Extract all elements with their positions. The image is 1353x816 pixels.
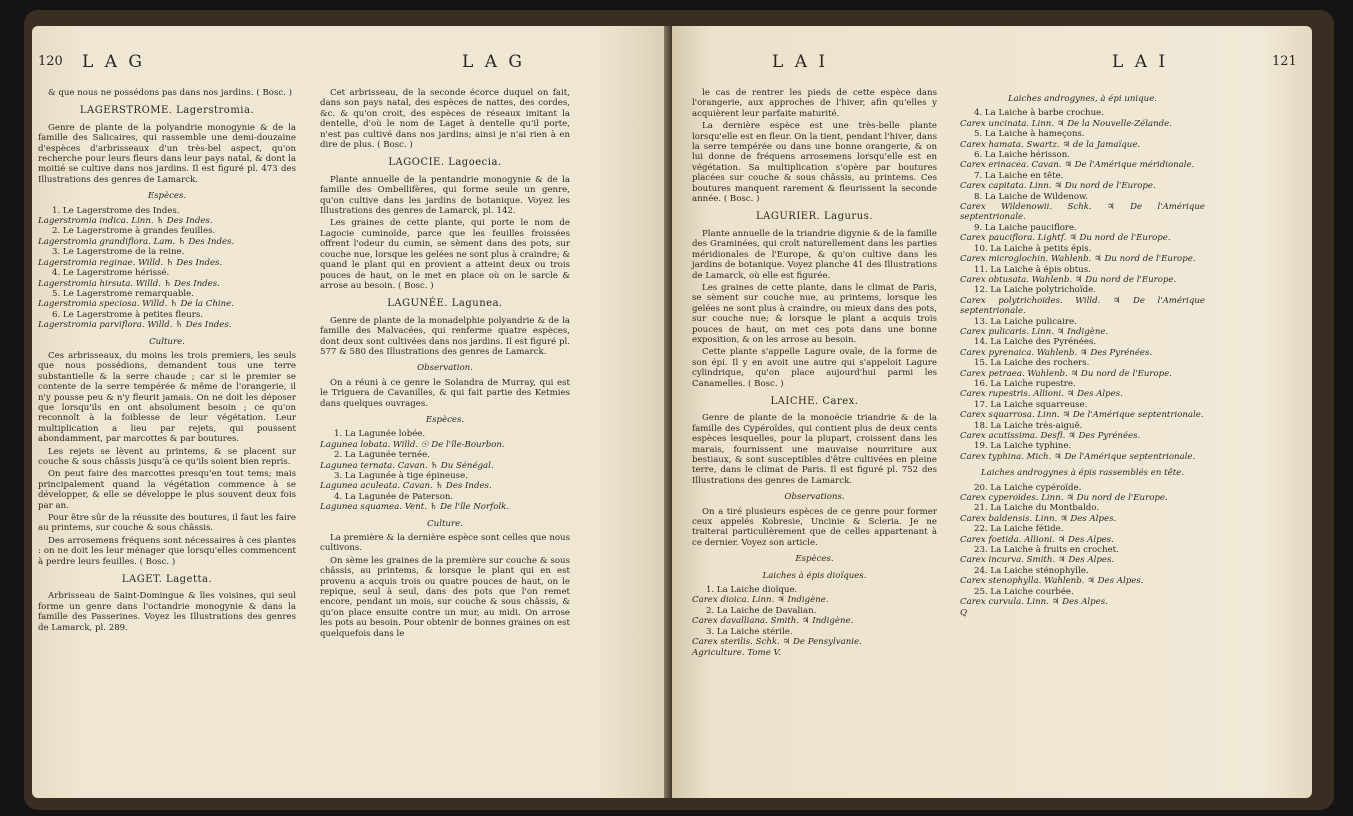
- latin-name: Carex sterilis. Schk. ♃ De Pensylvanie.: [692, 637, 862, 648]
- section-heading: Espèces.: [425, 414, 465, 425]
- latin-name: Carex obtusata. Wahlenb. ♃ Du nord de l'Europe.: [960, 274, 1177, 285]
- species-name: 19. La Laiche typhine.: [974, 441, 1072, 452]
- paragraph: Les graines de cette plante, dans le climat de Paris, se sèment sur couche nue, au printems, lorsque les gelées ne sont plus à craindre, ou mieux dans des pots, sur couche nue; & lorsque le plant a acquis trois pouces de haut, on met ces pots dans une bonne exposition, & on les arrose au besoin.: [692, 282, 937, 345]
- paragraph: Pour être sûr de la réussite des boutures, il faut les faire au printems, sur couche & sous châssis.: [38, 513, 296, 534]
- species-name: 17. La Laiche squarreuse.: [974, 399, 1088, 410]
- latin-name: Carex microglochin. Wahlenb. ♃ Du nord de l'Europe.: [960, 254, 1196, 265]
- species-name: 1. La Lagunée lobée.: [334, 429, 426, 440]
- paragraph: La dernière espèce est une très-belle plante lorsqu'elle est en fleur. On la tient, pendant l'hiver, dans la serre tempérée ou dans une bonne orangerie, & on lui donne de fréquens arrosemens lorsqu'elle est en végétation. Sa multiplication s'opère par boutures placées sur couche & sous châssis, au printems. Ces boutures manquent rarement & fleurissent la seconde année. ( Bosc. ): [692, 121, 937, 205]
- paragraph: Cette plante s'appelle Lagure ovale, de la forme de son épi. Il y en avoit une autre qui s'appeloit Lagure cylindrique, qu'on place aujourd'hui parmi les Canamelles. ( Bosc. ): [692, 347, 937, 389]
- entry-heading: LAGERSTROME. Lagerstromia.: [79, 105, 255, 117]
- paragraph: Les graines de cette plante, qui porte le nom de Lagocie cuminoïde, parce que les feuilles froissées offrent l'odeur du cumin, se sèment dans des pots, sur couche nue, lorsque les gelées ne sont plus à craindre; & quand le plant qui en provient a atteint deux ou trois pouces de haut, on le met en place où on le sarcle & arrose au besoin. ( Bosc. ): [320, 218, 570, 291]
- species-name: 3. La Lagunée à tige épineuse.: [334, 471, 468, 481]
- latin-name: Carex curvula. Linn. ♃ Des Alpes.: [960, 597, 1108, 608]
- paragraph: On peut faire des marcottes presqu'en tout tems; mais principalement quand la végétation commence à se développer, & elle se développe le plus souvent deux fois par an.: [38, 469, 296, 511]
- species-name: 9. La Laiche pauciflore.: [974, 222, 1077, 233]
- species-name: 3. La Laiche stérile.: [706, 626, 793, 637]
- section-heading: Culture.: [149, 336, 185, 347]
- paragraph: & que nous ne possédons pas dans nos jardins. ( Bosc. ): [48, 88, 292, 98]
- species-name: 6. La Laiche hérisson.: [974, 150, 1070, 161]
- latin-name: Carex cyperoides. Linn. ♃ Du nord de l'Europe.: [960, 493, 1168, 504]
- entry-heading: LAICHE. Carex.: [770, 395, 859, 407]
- species-name: 4. La Lagunée de Paterson.: [334, 491, 454, 502]
- species-name: 21. La Laiche du Montbaldo.: [974, 503, 1100, 514]
- species-name: 5. La Laiche à hameçons.: [974, 129, 1085, 140]
- entry-heading: LAGURIER. Lagurus.: [756, 211, 873, 223]
- section-heading: Laiches androgynes, à épi unique.: [1007, 94, 1158, 104]
- entry-heading: LAGET. Lagetta.: [121, 574, 213, 586]
- species-name: 12. La Laiche polytrichoïde.: [974, 285, 1096, 296]
- entry-heading: LAGUNÉE. Lagunea.: [387, 298, 503, 310]
- latin-name: Carex pyrenaica. Wahlenb. ♃ Des Pyrénées.: [960, 347, 1153, 358]
- latin-name: Carex davalliana. Smith. ♃ Indigène.: [692, 616, 854, 627]
- latin-name: Lagunea aculeata. Cavan. ♄ Des Indes.: [320, 481, 492, 492]
- latin-name: Lagerstromia speciosa. Willd. ♄ De la Chine.: [38, 299, 235, 310]
- section-heading: Espèces.: [147, 191, 187, 202]
- paragraph: La première & la dernière espèce sont celles que nous cultivons.: [320, 533, 570, 554]
- paragraph: Plante annuelle de la triandrie digynie & de la famille des Graminées, qui croît naturellement dans les parties méridionales de l'Europe, & qu'on cultive dans les jardins de botanique. Voyez planche 41 des Illustrations de Lamarck, où elle est figurée.: [692, 228, 937, 281]
- latin-name: Carex dioica. Linn. ♃ Indigène.: [692, 595, 829, 606]
- right-running-head-2: L A I: [1112, 52, 1169, 72]
- species-name: 24. La Laiche sténophylle.: [974, 565, 1089, 576]
- latin-name: Carex rupestris. Allioni. ♃ Des Alpes.: [960, 389, 1123, 400]
- section-heading: Observations.: [784, 492, 845, 503]
- species-name: 2. Le Lagerstrome à grandes feuilles.: [52, 226, 216, 237]
- latin-name: Carex incurva. Smith. ♃ Des Alpes.: [960, 555, 1115, 566]
- species-name: 15. La Laiche des rochers.: [974, 358, 1090, 369]
- latin-name: Carex petraea. Wahlenb. ♃ Du nord de l'Europe.: [960, 368, 1172, 379]
- paragraph: Arbrisseau de Saint-Domingue & îles voisines, qui seul forme un genre dans l'octandrie monogynie & dans la famille des Passerines. Voyez les Illustrations des genres de Lamarck, pl. 289.: [38, 591, 296, 633]
- paragraph: Cet arbrisseau, de la seconde écorce duquel on fait, dans son pays natal, des espèces de nattes, des cordes, &c. & qu'on croit, des espèces de réseaux imitant la dentelle, d'où le nom de Laget à dentelle qu'il porte, n'est pas cultivé dans nos jardins; ainsi je n'ai rien à en dire de plus. ( Bosc. ): [320, 88, 570, 151]
- latin-name: Lagunea lobata. Willd. ☉ De l'île-Bourbon.: [320, 439, 505, 450]
- left-page-number: 120: [38, 54, 63, 69]
- latin-name: Lagunea ternata. Cavan. ♄ Du Sénégal.: [320, 460, 494, 471]
- section-heading: Laiches à épis dioïques.: [762, 570, 867, 581]
- latin-name: Carex acutissima. Desfl. ♃ Des Pyrénées.: [960, 431, 1141, 441]
- paragraph: Ces arbrisseaux, du moins les trois premiers, les seuls que nous possédions, demandent tous une terre substantielle & la serre chaude ; car si le premier se contente de la serre tempérée & même de l'orangerie, il n'y pousse peu & n'y fleurit jamais. On ne doit les déposer que lorsqu'ils en ont absolument besoin ; ce qu'on reconnoît à la foiblesse de leur végétation. Leur multiplication a lieu par rejets, qui poussent abondamment, par marcottes & par boutures.: [38, 350, 296, 445]
- section-heading: Observation.: [417, 363, 473, 374]
- paragraph: Genre de plante de la polyandrie monogynie & de la famille des Salicaires, qui rassemble une demi-douzaine d'espèces d'arbrisseaux d'un très-bel aspect, qu'on recherche pour leurs fleurs dans leur pays natal, & dont la moitié se cultive dans nos jardins. Il est figuré pl. 473 des Illustrations des genres de Lamarck.: [38, 122, 296, 185]
- latin-name: Carex erinacea. Cavan. ♃ De l'Amérique méridionale.: [960, 160, 1195, 171]
- species-name: 1. Le Lagerstrome des Indes.: [52, 205, 180, 216]
- paragraph: On a réuni à ce genre le Solandra de Murray, qui est le Triguera de Cavanilles, & qui fait partie des Ketmies dans quelques ouvrages.: [320, 377, 570, 409]
- latin-name: Carex Wildenowii. Schk. ♃ De l'Amérique septentrionale.: [960, 202, 1205, 223]
- right-column-2: [960, 88, 1205, 618]
- right-column-1: [692, 88, 937, 658]
- latin-name: Carex stenophylla. Wahlenb. ♃ Des Alpes.: [960, 576, 1144, 587]
- latin-name: Q: [960, 607, 968, 618]
- species-name: 2. La Lagunée ternée.: [334, 450, 430, 461]
- paragraph: Plante annuelle de la pentandrie monogynie & de la famille des Ombellifères, qui forme seule un genre, qu'on cultive dans les jardins de botanique. Voyez les Illustrations des genres de Lamarck, pl. 142.: [320, 174, 570, 217]
- right-page-number: 121: [1272, 54, 1297, 69]
- paragraph: Des arrosemens fréquens sont nécessaires à ces plantes : on ne doit les leur ménager que lorsqu'elles commencent à perdre leurs feuilles. ( Bosc. ): [38, 535, 296, 567]
- section-heading: Laiches androgynes à épis rassemblés en tête.: [981, 468, 1184, 479]
- species-name: 2. La Laiche de Davalian.: [706, 605, 817, 616]
- species-name: 5. Le Lagerstrome remarquable.: [52, 288, 194, 299]
- left-column-1: [38, 88, 296, 635]
- latin-name: Lagerstromia parviflora. Willd. ♄ Des Indes.: [38, 320, 232, 331]
- latin-name: Agriculture. Tome V.: [692, 647, 781, 658]
- right-page: [672, 26, 1312, 798]
- paragraph: Les rejets se lèvent au printems, & se placent sur couche & sous châssis jusqu'à ce qu'ils soient bien repris.: [38, 446, 296, 467]
- species-name: 11. La Laiche à épis obtus.: [974, 264, 1091, 275]
- paragraph: On sème les graines de la première sur couche & sous châssis, au printems, & lorsque le plant qui en est provenu a acquis trois ou quatre pouces de haut, on le repique, seul à seul, dans des pots que l'on remet encore, pendant un mois, sur couche & sous châssis, & qu'on place ensuite contre un mur, au midi. On arrose les pots au besoin. Pour obtenir de bonnes graines on est quelquefois dans le: [320, 555, 570, 639]
- latin-name: Carex capitata. Linn. ♃ Du nord de l'Europe.: [960, 181, 1156, 192]
- species-name: 14. La Laiche des Pyrénées.: [974, 337, 1097, 348]
- species-name: 4. Le Lagerstrome hérissé.: [52, 268, 170, 279]
- section-heading: Culture.: [427, 518, 463, 529]
- species-name: 7. La Laiche en tête.: [974, 170, 1064, 181]
- section-heading: Espèces.: [795, 554, 834, 565]
- latin-name: Carex baldensis. Linn. ♃ Des Alpes.: [960, 513, 1117, 524]
- species-name: 23. La Laiche à fruits en crochet.: [974, 545, 1119, 556]
- latin-name: Lagerstromia hirsuta. Willd. ♄ Des Indes.: [38, 278, 220, 289]
- latin-name: Lagerstromia grandiflora. Lam. ♄ Des Indes.: [38, 236, 235, 247]
- left-running-head-1: L A G: [82, 52, 145, 72]
- species-name: 18. La Laiche très-aiguë.: [974, 420, 1083, 431]
- species-name: 22. La Laiche fétide.: [974, 524, 1064, 535]
- paragraph: Genre de plante de la monoécie triandrie & de la famille des Cypéroïdes, qui contient plus de deux cents espèces lesquelles, pour la plupart, croissent dans les marais, fournissent une mauvaise nourriture aux bestiaux, & sont susceptibles d'être cultivées en pleine terre, dans le climat de Paris. Il est figuré pl. 752 des Illustrations des genres de Lamarck.: [692, 413, 937, 486]
- species-name: 10. La Laiche à petits épis.: [974, 243, 1092, 254]
- latin-name: Lagerstromia reginae. Willd. ♄ Des Indes.: [38, 257, 223, 268]
- latin-name: Carex foetida. Allioni. ♃ Des Alpes.: [960, 534, 1114, 545]
- species-name: 8. La Laiche de Wildenow.: [974, 191, 1089, 202]
- species-name: 1. La Laiche dioïque.: [706, 585, 798, 596]
- latin-name: Carex squarrosa. Linn. ♃ De l'Amérique septentrionale.: [960, 410, 1204, 421]
- species-name: 13. La Laiche pulicaire.: [974, 316, 1077, 327]
- latin-name: Lagerstromia indica. Linn. ♄ Des Indes.: [38, 216, 213, 227]
- paragraph: le cas de rentrer les pieds de cette espèce dans l'orangerie, aux approches de l'hiver, afin qu'elles y acquièrent leur parfaite maturité.: [692, 88, 937, 119]
- paragraph: On a tiré plusieurs espèces de ce genre pour former ceux appelés Kobresie, Uncinie & Scleria. Je ne traiterai particulièrement que de celles appartenant à ce dernier. Voyez son article.: [692, 506, 937, 548]
- left-running-head-2: L A G: [462, 52, 525, 72]
- species-name: 6. Le Lagerstrome à petites fleurs.: [52, 309, 204, 320]
- latin-name: Carex pauciflora. Lightf. ♃ Du nord de l'Europe.: [960, 233, 1171, 244]
- latin-name: Carex typhina. Mich. ♃ De l'Amérique septentrionale.: [960, 451, 1196, 462]
- species-name: 16. La Laiche rupestre.: [974, 378, 1076, 389]
- left-page: [32, 26, 672, 798]
- latin-name: Carex hamata. Swartz. ♃ de la Jamaïque.: [960, 139, 1141, 150]
- latin-name: Carex pulicaris. Linn. ♃ Indigène.: [960, 326, 1109, 337]
- paragraph: Genre de plante de la monadelphie polyandrie & de la famille des Malvacées, qui renferme quatre espèces, dont deux sont cultivées dans nos jardins. Il est figuré pl. 577 & 580 des Illustrations des genres de Lamarck.: [320, 315, 570, 357]
- latin-name: Carex uncinata. Linn. ♃ De la Nouvelle-Zélande.: [960, 118, 1172, 129]
- right-running-head-1: L A I: [772, 52, 829, 72]
- latin-name: Carex polytrichoides. Willd. ♃ De l'Amérique septentrionale.: [960, 295, 1205, 317]
- species-name: 20. La Laiche cypéroïde.: [974, 482, 1082, 493]
- latin-name: Lagunea squamea. Vent. ♄ De l'île Norfolk.: [320, 502, 510, 513]
- entry-heading: LAGOCIE. Lagoecia.: [388, 157, 502, 169]
- species-name: 3. Le Lagerstrome de la reine.: [52, 247, 185, 258]
- species-name: 25. La Laiche courbée.: [974, 586, 1074, 597]
- species-name: 4. La Laiche à barbe crochue.: [974, 108, 1104, 119]
- left-column-2: [320, 88, 570, 641]
